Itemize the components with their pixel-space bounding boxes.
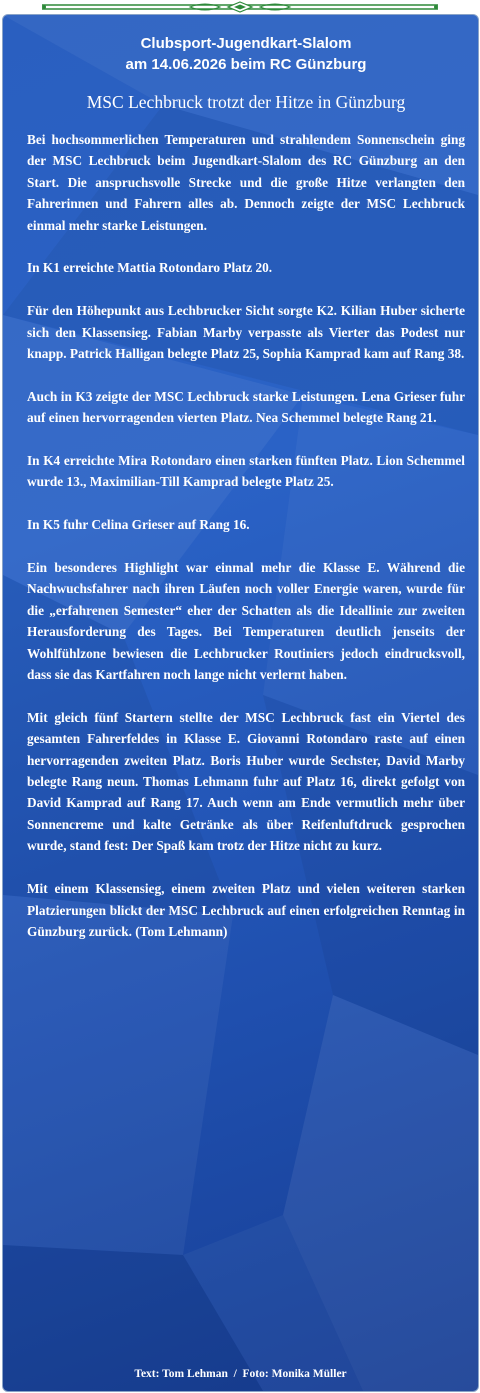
article-panel bbox=[2, 14, 479, 1392]
article-paragraph: Auch in K3 zeigte der MSC Lechbruck starke Leistungen. Lena Grieser fuhr auf einen hervorragenden vierten Platz. Nea Schemmel belegte Rang 21. bbox=[27, 388, 465, 426]
article-paragraph: In K4 erreichte Mira Rotondaro einen starken fünften Platz. Lion Schemmel wurde 13., Maximilian-Till Kamprad belegte Platz 25. bbox=[27, 453, 465, 490]
event-title bbox=[27, 33, 465, 75]
article-paragraph: Bei hochsommerlichen Temperaturen und strahlendem Sonnenschein ging der MSC Lechbruck beim Jugendkart-Slalom des RC Günzburg an den Start. Die anspruchsvolle Strecke und die große Hitze verlangten den Fahrerinnen und Fahrern alles ab. Dennoch zeigte der MSC Lechbruck einmal mehr starke Leistungen. bbox=[27, 132, 465, 233]
article-content bbox=[27, 33, 465, 964]
article-headline: MSC Lechbruck trotzt der Hitze in Günzburg bbox=[86, 92, 406, 112]
photo-credit: Text: Tom Lehman / Foto: Monika Müller bbox=[134, 1368, 347, 1380]
top-bar bbox=[0, 0, 480, 14]
article-paragraph: Ein besonderes Highlight war einmal mehr die Klasse E. Während die Nachwuchsfahrer nach ihren Läufen noch voller Energie waren, wurde für die „erfahrenen Semester“ eher der Schatten als die Ideallinie zur zweiten Herausforderung des Tages. Bei Temperaturen deutlich jenseits der Wohlfühlzone bewiesen die Lechbrucker Routiniers jedoch eindrucksvoll, dass sie das Kartfahren noch lange nicht verlernt haben. bbox=[27, 560, 465, 683]
article-paragraph: Mit gleich fünf Startern stellte der MSC Lechbruck fast ein Viertel des gesamten Fahrerfeldes in Klasse E. Giovanni Rotondaro raste auf einen hervorragenden zweiten Platz. Boris Huber wurde Sechster, David Marby belegte Rang neun. Thomas Lehmann fuhr auf Platz 16, direkt gefolgt von David Kamprad auf Rang 17. Auch wenn am Ende vermutlich mehr über Sonnencreme und kalte Getränke als über Reifenluftdruck gesprochen wurde, stand fest: Der Spaß kam trotz der Hitze nicht zu kurz. bbox=[27, 709, 465, 854]
article-paragraph: In K1 erreichte Mattia Rotondaro Platz 20. bbox=[27, 260, 273, 276]
event-title-line2: am 14.06.2026 beim RC Günzburg bbox=[125, 56, 367, 73]
article-paragraph: Mit einem Klassensieg, einem zweiten Platz und vielen weiteren starken Platzierungen blickt der MSC Lechbruck auf einen erfolgreichen Renntag in Günzburg zurück. (Tom Lehmann) bbox=[27, 881, 465, 939]
article-paragraph: In K5 fuhr Celina Grieser auf Rang 16. bbox=[27, 517, 250, 533]
event-title-line1: Clubsport-Jugendkart-Slalom bbox=[140, 35, 352, 52]
article-body bbox=[27, 129, 465, 942]
article-paragraph: Für den Höhepunkt aus Lechbrucker Sicht sorgte K2. Kilian Huber sicherte sich den Klassensieg. Fabian Marby verpasste als Vierter das Podest nur knapp. Patrick Halligan belegte Platz 25, Sophia Kamprad kam auf Rang 38. bbox=[27, 303, 465, 362]
decorative-divider-icon bbox=[40, 1, 440, 13]
